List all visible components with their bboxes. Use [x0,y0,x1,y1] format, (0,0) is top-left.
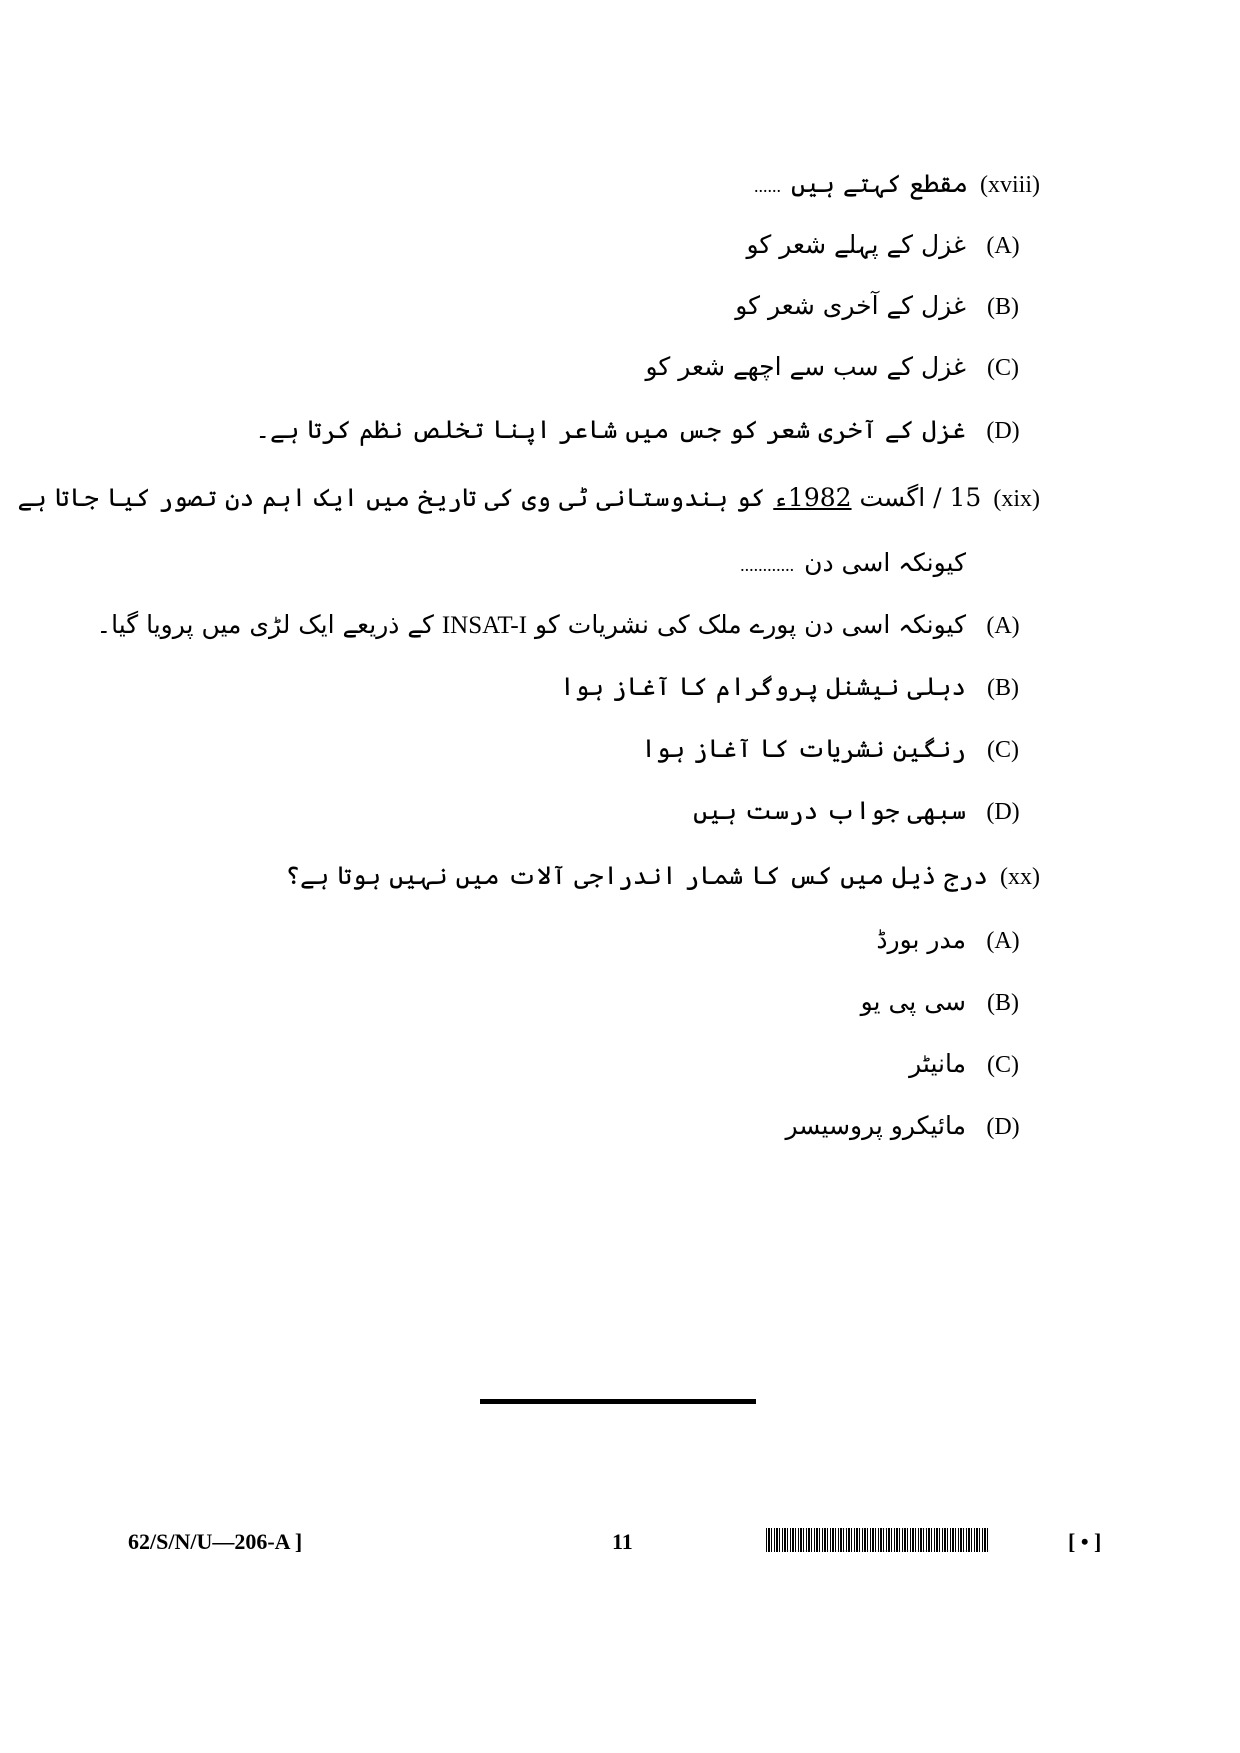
q20-option-d-text: مائیکرو پروسیسر [785,1111,966,1140]
q19-number: (xix) [993,486,1040,512]
paper-code: 62/S/N/U—206-A ] [128,1529,303,1554]
page-number: 11 [612,1529,633,1554]
q20-stem-row [285,856,1040,896]
q19-option-c-text: رنگین نشریات کا آغاز ہوا [641,734,966,763]
q19-stem-row [17,478,1040,518]
q20-option-c-label: (C) [986,1052,1019,1078]
q18-option-d [255,410,1022,450]
q18-option-c [645,347,1022,387]
q19-option-b [560,667,1022,707]
q19-option-d-text: سبھی جواب درست ہیں [693,796,966,825]
footer-mark: [ • ] [1068,1529,1102,1554]
q19-option-a-text-before: کیونکہ اسی دن پورے ملک کی نشریات کو [535,610,966,639]
q19-option-a-text-after: کے ذریعے ایک لڑی میں پرویا گیا۔ [96,610,434,639]
q20-option-d [785,1106,1022,1146]
q20-option-c [909,1044,1022,1084]
q18-option-a-text: غزل کے پہلے شعر کو [746,230,966,259]
q19-stem-year: 1982ء [773,483,852,512]
q18-dots: ...... [753,176,781,196]
q18-option-a-label: (A) [986,233,1020,259]
q18-option-b [735,286,1022,326]
q19-option-c [641,729,1022,769]
q19-option-a [96,605,1022,645]
q18-option-a [746,225,1022,265]
q19-option-a-label: (A) [986,613,1020,639]
q19-stem-line2-text: کیونکہ اسی دن [804,548,966,577]
q20-option-b-text: سی پی یو [860,987,966,1016]
q18-stem: مقطع کہتے ہیں [790,169,968,198]
q19-stem-prefix: 15 / اگست [859,483,982,512]
q19-option-c-label: (C) [986,737,1019,763]
q20-option-b [861,982,1022,1022]
q20-option-a-label: (A) [986,928,1020,954]
q20-stem: درج ذیل میں کس کا شمار اندراجی آلات میں نہیں ہوتا ہے؟ [285,861,988,890]
q18-option-b-label: (B) [986,294,1019,320]
q18-option-d-text: غزل کے آخری شعر کو جس میں شاعر اپنا تخلص نظم کرتا ہے۔ [255,415,966,444]
q19-option-d-label: (D) [986,799,1020,825]
q19-option-b-text: دہلی نیشنل پروگرام کا آغاز ہوا [560,672,966,701]
q18-option-c-label: (C) [986,355,1019,381]
q19-option-d [693,791,1022,831]
q18-option-b-text: غزل کے آخری شعر کو [735,291,966,320]
q18-option-c-text: غزل کے سب سے اچھے شعر کو [645,352,966,381]
q19-option-b-label: (B) [986,675,1019,701]
q20-option-a-text: مدر بورڈ [876,925,966,954]
q20-option-c-text: مانیٹر [909,1049,966,1078]
q18-number: (xviii) [979,172,1040,198]
q19-stem-suffix: کو ہندوستانی ٹی وی کی تاریخ میں ایک اہم دن تصور کیا جاتا ہے [17,483,766,512]
q20-number: (xx) [1000,864,1040,890]
section-end-rule [480,1399,756,1404]
q20-option-b-label: (B) [986,990,1019,1016]
barcode-icon [766,1528,990,1552]
q18-stem-row [754,164,1040,204]
q20-option-d-label: (D) [986,1114,1020,1140]
q18-option-d-label: (D) [986,418,1020,444]
q19-stem-line2 [740,543,1022,583]
q19-dots: ............ [740,555,795,575]
q20-option-a [876,920,1022,960]
q19-option-a-text-ltr: INSAT-I [441,612,528,639]
